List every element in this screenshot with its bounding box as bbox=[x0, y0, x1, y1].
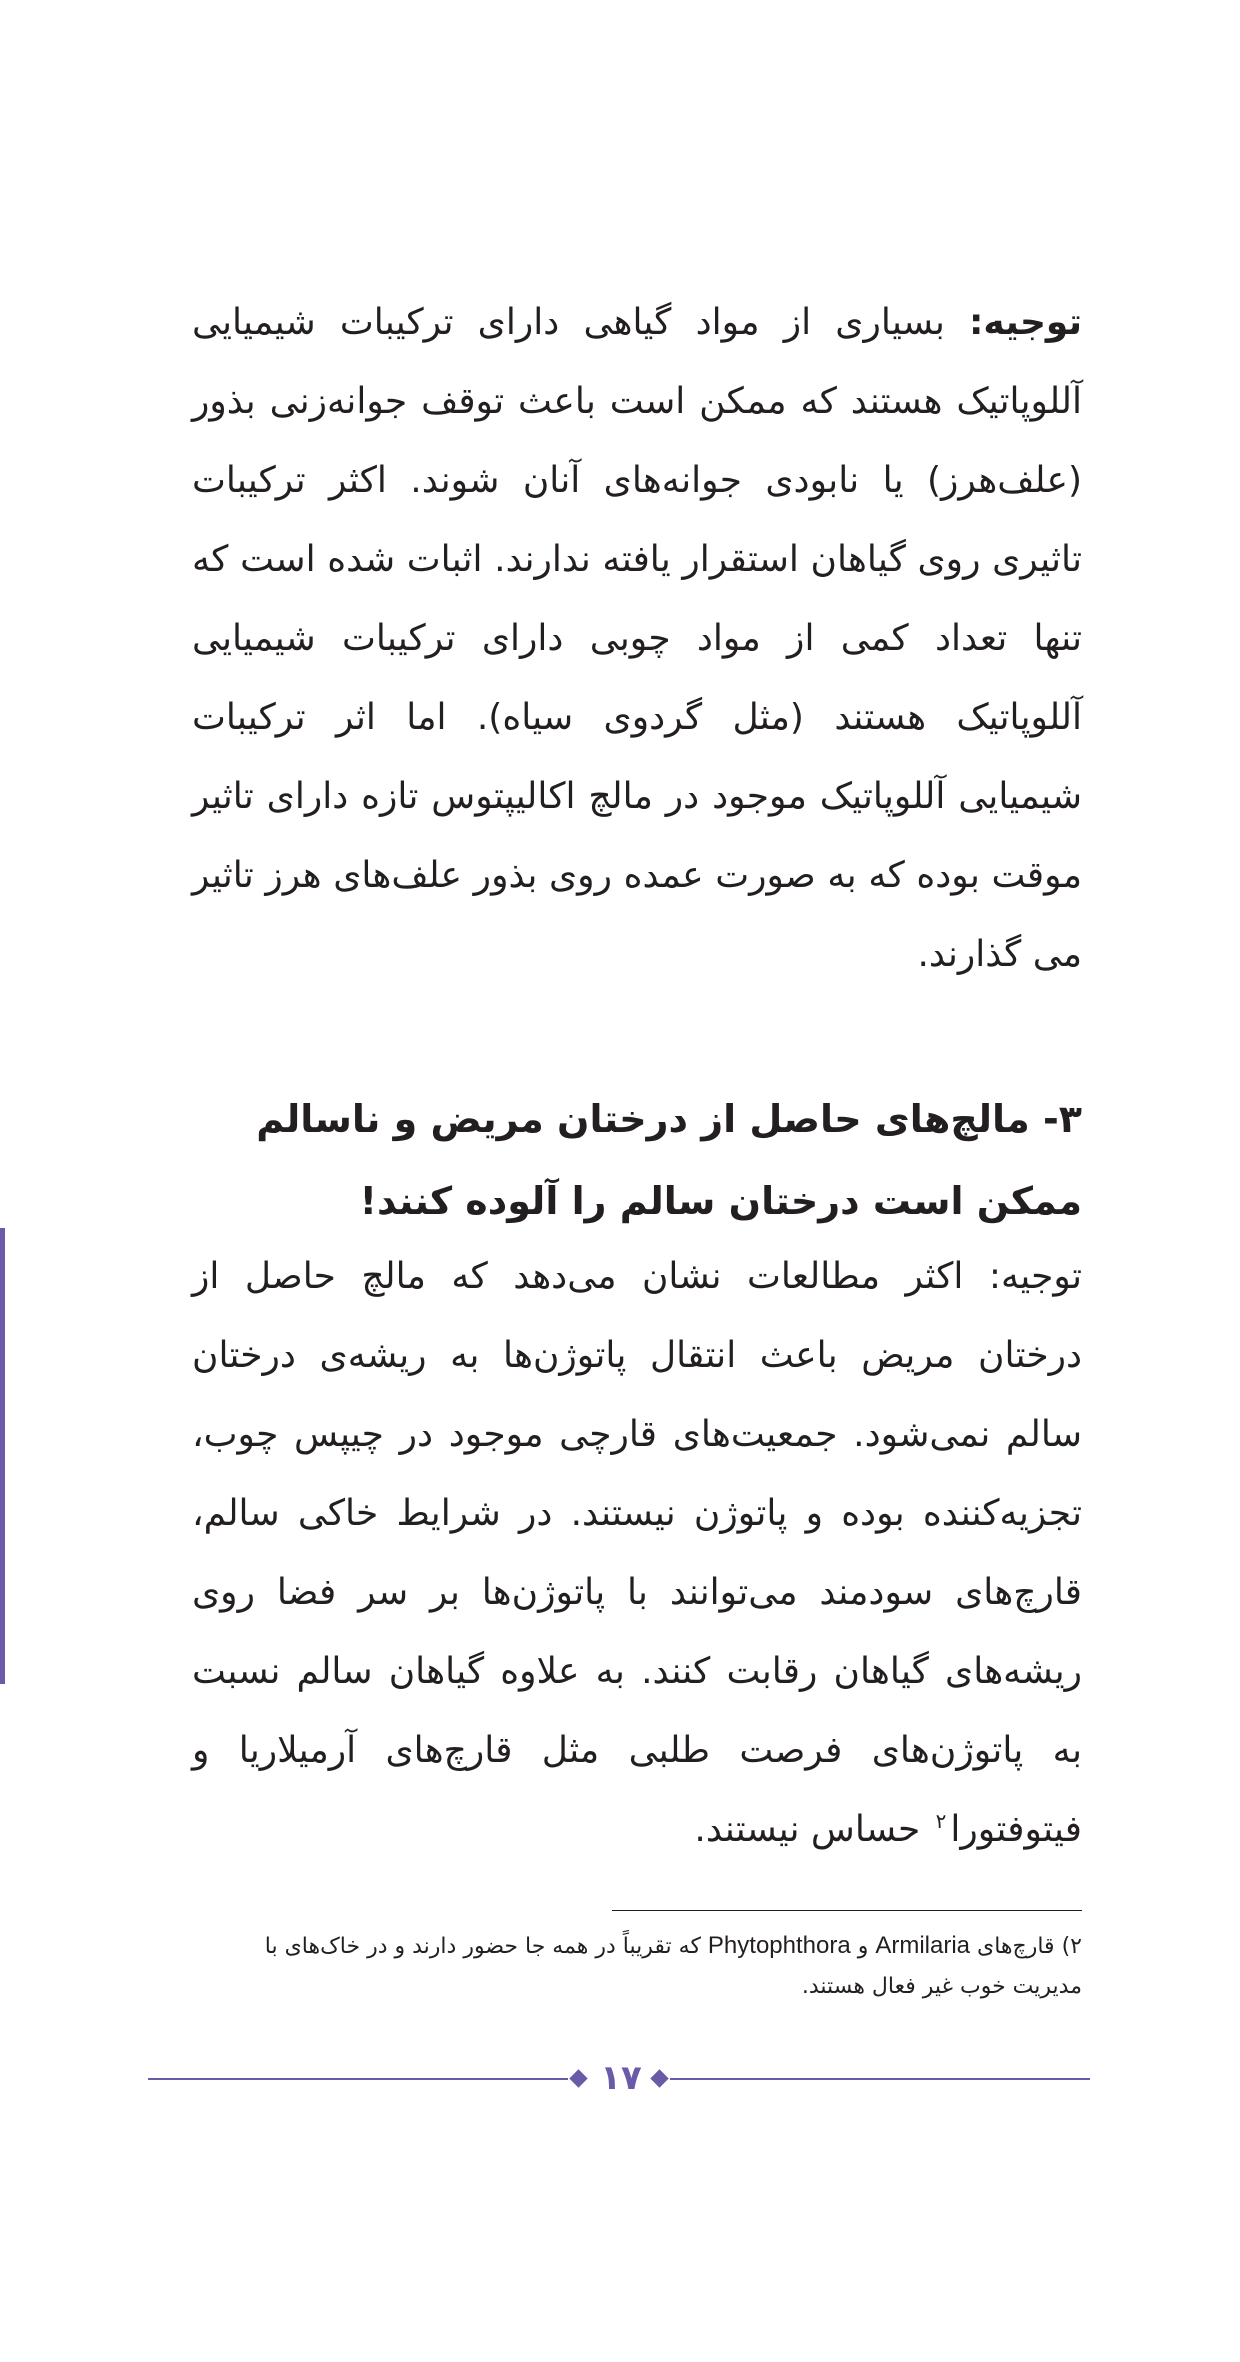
explanation-text-2-tail: حساس نیستند. bbox=[694, 1809, 932, 1850]
footnote bbox=[192, 1926, 1082, 2007]
side-accent-bar bbox=[0, 1228, 5, 1684]
section-heading: ۳- مالچ‌های حاصل از درختان مریض و ناسالم ممکن است درختان سالم را آلوده کنند! bbox=[256, 1097, 1082, 1223]
explanation-paragraph-2 bbox=[192, 1237, 1082, 1869]
explanation-text-2: توجیه: اکثر مطالعات نشان می‌دهد که مالچ حاصل از درختان مریض باعث انتقال پاتوژن‌ها به ریشه‌ی درختان سالم نمی‌شود. جمعیت‌های قارچی موجود در چیپس چوب، تجزیه‌کننده بوده و پاتوژن نیستند. در شرایط خاکی سالم، قارچ‌های سودمند می‌توانند با پاتوژن‌ها بر سر فضا روی ریشه‌های گیاهان رقابت کنند. به علاوه گیاهان سالم نسبت به پاتوژن‌های فرصت طلبی مثل قارچ‌های آرمیلاریا و فیتوفتورا bbox=[192, 1256, 1082, 1850]
footnote-marker: ۲ bbox=[935, 1809, 947, 1833]
footnote-term-phytophthora: Phytophthora bbox=[707, 1932, 851, 1959]
footnote-term-armilaria: Armilaria bbox=[875, 1932, 971, 1959]
folio-line-right bbox=[670, 2078, 1090, 2080]
folio-line-left bbox=[148, 2078, 568, 2080]
diamond-ornament-right-icon bbox=[650, 2069, 668, 2087]
footnote-divider bbox=[612, 1910, 1082, 1911]
page-number: ۱۷ bbox=[600, 2058, 642, 2098]
footnote-text-2: و bbox=[850, 1934, 876, 1959]
explanation-text-1: بسیاری از مواد گیاهی دارای ترکیبات شیمیایی آللوپاتیک هستند که ممکن است باعث توقف جوانه‌زنی بذور (علف‌هرز) یا نابودی جوانه‌های آنان شوند. اکثر ترکیبات تاثیری روی گیاهان استقرار یافته ندارند. اثبات شده است که تنها تعداد کمی از مواد چوبی دارای ترکیبات شیمیایی آللوپاتیک هستند (مثل گردوی سیاه). اما اثر ترکیبات شیمیایی آللوپاتیک موجود در مالچ اکالیپتوس تازه دارای تاثیر موقت بوده که به صورت عمده روی بذور علف‌های هرز تاثیر می گذارند. bbox=[192, 302, 1082, 975]
explanation-label: توجیه: bbox=[969, 302, 1082, 343]
footnote-text-1: قارچ‌های bbox=[970, 1934, 1062, 1959]
page-folio bbox=[148, 2058, 1090, 2098]
explanation-paragraph-1 bbox=[192, 283, 1082, 994]
diamond-ornament-left-icon bbox=[569, 2069, 587, 2087]
footnote-number: ۲) bbox=[1061, 1934, 1082, 1959]
footnote-text-3: که تقریباً در همه جا حضور دارند و در خاک‌های با مدیریت خوب غیر فعال هستند. bbox=[264, 1934, 1082, 1999]
